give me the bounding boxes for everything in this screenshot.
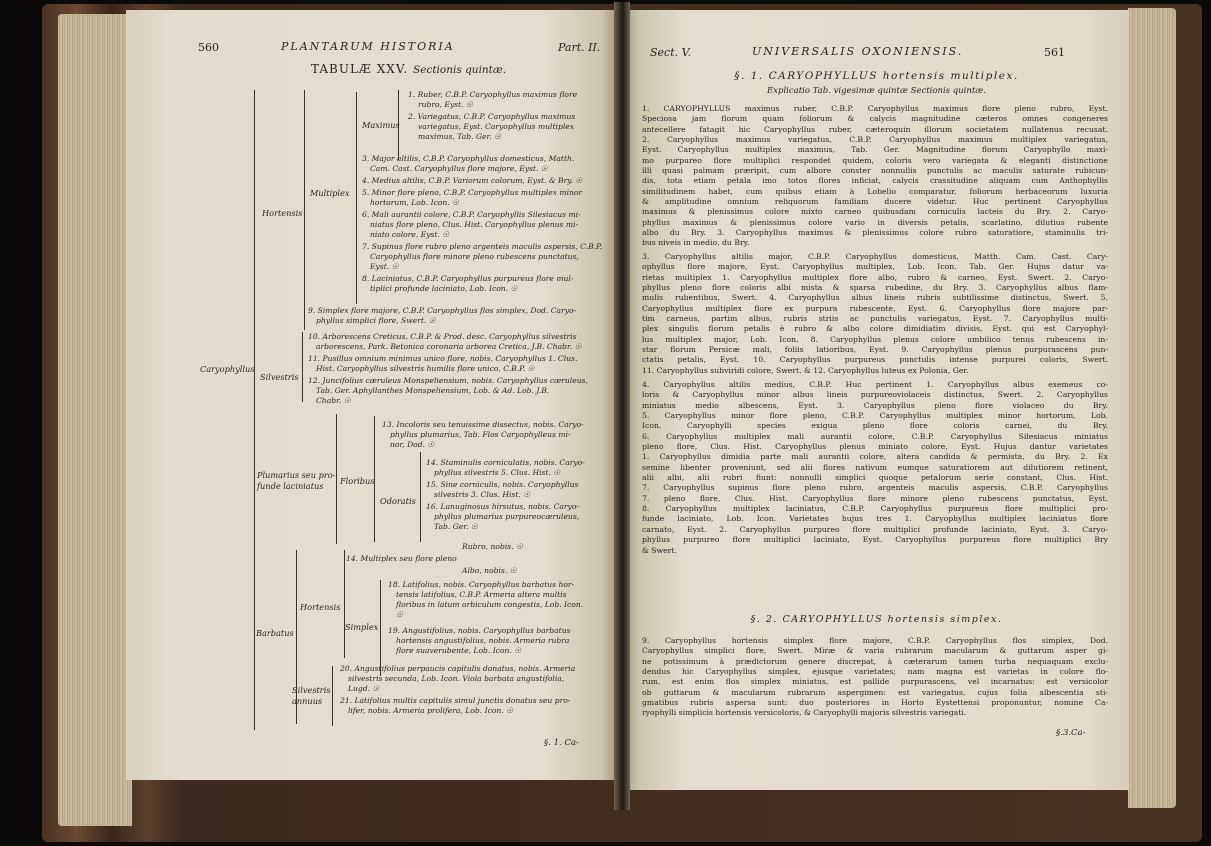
text-line: 7. pleno flore, Clus. Hist. Caryophyllus flore minore pleno rubescens punctatus, Eyst.	[642, 493, 1108, 503]
entry-line: Eyst. ☉	[370, 262, 399, 271]
catchword-right: §.3.Ca-	[1056, 728, 1086, 738]
entry-line: 6. Mali aurantii colore, C.B.P. Caryophyllis Silesiacus mi-	[362, 210, 581, 219]
entry-line: lifer, nobis. Armeria prolifera, Lob. Icon. ☉	[348, 706, 513, 715]
entry-line: 15. Sine corniculis, nobis. Caryophyllus	[426, 480, 579, 489]
entry-line: flore suaverubente, Lob. Icon. ☉	[396, 646, 522, 655]
entry-line: Tab. Ger. Aphyllanthes Monspeliensium, Lob. & Ad. Lob. J.B.	[316, 386, 550, 395]
text-line: 7. Caryophyllus supinus flore pleno rubro, argenteis maculis aspersis, C.B.P. Caryophyllus	[642, 483, 1108, 493]
text-line: 6. Caryophyllus multiplex mali aurantii colore, C.B.P. Caryophyllus Silesiacus miniatus	[642, 431, 1108, 441]
text-line: phyllus pleno flore coloris albi mista & sparsa rubedine, du Bry. 3. Caryophyllus albus flam-	[642, 283, 1108, 293]
entry-line: 18. Latifolius, nobis. Caryophyllus barbatus hor-	[388, 580, 575, 589]
left-fore-edge	[58, 14, 132, 826]
label-silvestris: Silvestris	[260, 372, 299, 382]
label-silvestris-annuus-1: Silvestris	[292, 685, 331, 695]
entry-line: Chabr. ☉	[316, 396, 351, 405]
text-line: rum, est enim flos simplex miniatus, est pallide purpurascens, vel incarnatus: est versicolor	[642, 677, 1108, 687]
right-page	[624, 10, 1129, 790]
brace-genus	[254, 90, 255, 730]
paragraph-1	[642, 104, 1108, 249]
entry-line: arborescens, Park. Betonica coronaria arborea Cretica, J.B. Chabr. ☉	[316, 342, 582, 351]
entry-line: 20. Angustifolius perpaucis capitulis donatus, nobis. Armeria	[340, 664, 576, 673]
entry-line: Caryophyllus flore minore pleno rubescens punctatus,	[370, 252, 579, 261]
paragraph-4	[642, 636, 1108, 719]
brace-simplex	[380, 580, 381, 676]
section-label: Sect. V.	[650, 46, 692, 59]
entry-line: 10. Arborescens Creticus, C.B.P. & Prod. desc. Caryophyllus silvestris	[308, 332, 577, 341]
brace-hortensis	[304, 90, 305, 330]
text-line: 1. CARYOPHYLLUS maximus ruber, C.B.P. Caryophyllus maximus flore pleno rubro, Eyst.	[642, 104, 1108, 113]
entry-line: 13. Incoloris seu tenuissime dissectus, nobis. Caryo-	[382, 420, 584, 429]
text-line: gmatibus rubris aspersa sunt: duo posteriores in Horto Eystettensi proponuntur, nomine Ca-	[642, 698, 1108, 708]
page-number-left: 560	[198, 41, 219, 54]
text-line: 11. Caryophyllus subviridi colore, Swert. & 12. Caryophyllus luteus ex Polonia, Ger.	[642, 365, 969, 375]
entry-line: tensis latifolius, C.B.P. Armeria altera multis	[396, 590, 567, 599]
text-line: ne potissimum à prædictorum genere discrepat, à cæterarum tamen turba nequaquam exclu-	[642, 656, 1108, 666]
entry-line: variegatus, Eyst. Caryophyllus multiplex	[418, 122, 575, 131]
text-line: 8. Caryophyllus multiplex laciniatus, C.B.P. Caryophyllus purpureus flore multiplici pro-	[642, 504, 1108, 514]
entry-line: Hist. Caryophyllus silvestris humilis flore unico, C.B.P. ☉	[316, 364, 535, 373]
entry-line: 4. Medius altilis, C.B.P. Variorum colorum, Eyst. & Bry. ☉	[362, 176, 583, 185]
text-line: alii albi, alii rubri fiunt: nonnulli simplici quoque petalorum serie constant, Clus. Hist.	[642, 473, 1108, 483]
label-hortensis-2: Hortensis	[300, 602, 341, 612]
table-title	[311, 62, 506, 76]
brace-silvestris-annuus	[332, 666, 333, 726]
text-line: ophyllus flore majore, Eyst. Caryophyllus multiplex, Lob. Icon. Tab. Ger. Hujus datur va-	[642, 262, 1108, 272]
text-line: similitudinem habet, cum quibus etiam à Lobelio comparatur, foliorum herbaceorum luxuria	[642, 186, 1108, 196]
text-line: bus niveis in medio, du Bry.	[642, 238, 750, 248]
text-line: maximus & plenissimus colore mixto carneo quibusdam corniculis lacteis du Bry. 2. Caryo-	[642, 207, 1108, 217]
entry-line: hortensis angustifolius, nobis. Armeria rubra	[396, 636, 570, 645]
entry-line: 5. Minor flore pleno, C.B.P. Caryophyllus multiplex minor	[362, 188, 583, 197]
text-line: & Swert.	[642, 545, 677, 555]
entry-line: hortorum, Lob. Icon. ☉	[370, 198, 459, 207]
text-line: Eyst. Caryophyllus multiplex maximus, Tab. Ger. Magnitudine florum Caryophyllo maxi-	[642, 145, 1108, 155]
entry-line: ☉	[396, 610, 403, 619]
table-title-main: TABULÆ XXV.	[311, 62, 409, 76]
entry-line: 14. Staminulis corniculatis, nobis. Caryo-	[426, 458, 585, 467]
text-line: loris & Caryophyllus minor albus lineis purpureoviolaceis distinctus, Swert. 2. Caryophyllus	[642, 390, 1108, 400]
paragraph-3	[642, 380, 1108, 556]
brace-odoratis	[420, 452, 421, 542]
running-head-left: PLANTARUM HISTORIA	[281, 40, 455, 53]
text-line: ryophylli simplicis hortensis versicoloris, & Caryophylli majoris silvestris variegati.	[642, 708, 967, 718]
entry-line: niatus flore pleno, Clus. Hist. Caryophyllus plenus mi-	[370, 220, 579, 229]
text-line: phyllus purpureo flore multiplici laciniato, Eyst. Caryophyllus purpureus flore multiplici Bry	[642, 535, 1108, 545]
label-barbatus: Barbatus	[256, 628, 294, 638]
text-line: semine libenter proveniunt, sed alii flores nativum eumque saturatiorem aut dilutiorem retinent,	[642, 462, 1108, 472]
brace-silvestris	[302, 332, 303, 402]
book-gutter	[614, 2, 630, 810]
text-line: 4. Caryophyllus altilis medius, C.B.P. Huc pertinent 1. Caryophyllus albus exemeus co-	[642, 380, 1108, 389]
label-maximus: Maximus	[362, 120, 400, 130]
text-line: tim carneus, partim albus, rubris striis ac punctulis variegatus, Eyst. 7. Caryophyllus multi-	[642, 314, 1108, 324]
entry-line: Tab. Ger. ☉	[434, 522, 478, 531]
entry-line: phyllus plumarius purpureocæruleus,	[434, 512, 580, 521]
entry-line: phyllus simplici flore, Swert. ☉	[316, 316, 436, 325]
label-simplex: Simplex	[345, 622, 379, 632]
entry-line: phyllus silvestris 5. Clus. Hist. ☉	[434, 468, 561, 477]
entry-line: maximus, Tab. Ger. ☉	[418, 132, 501, 141]
entry-line: floribus in latum orbiculum congestis, Lob. Icon.	[396, 600, 584, 609]
entry-line: Cam. Cast. Caryophyllus flore majore, Eyst. ☉	[370, 164, 548, 173]
entry-line: 9. Simplex flore majore, C.B.P. Caryophyllus flos simplex, Dod. Caryo-	[308, 306, 577, 315]
text-line: carnato, Eyst. 2. Caryophyllus purpureo flore multiplici profunde laciniato, Eyst. 3. Caryo-	[642, 524, 1108, 534]
entry-line: rubro, Eyst. ☉	[418, 100, 473, 109]
section-subheading-1: Explicatio Tab. vigesimæ quintæ Sectionis quintæ.	[767, 86, 986, 96]
label-floribus: Floribus	[340, 476, 375, 486]
entry-line: 12. Juncifolius cæruleus Monspeliensium, nobis. Caryophyllus cæruleus,	[308, 376, 588, 385]
text-line: 1. Caryophyllus dimidia parte mali aurantii colore, altera candida & permista, du Bry. 2. Ex	[642, 452, 1108, 462]
text-line: Speciosa jam florum quam foliorum & calycis magnitudine cæteros omnes congeneres	[642, 114, 1108, 124]
catchword-left: §. 1. Ca-	[544, 738, 579, 748]
text-line: dendus hic Caryophyllus simplex, ejusque varietates; nam magna est varietas in colore flo-	[642, 667, 1108, 677]
entry-line: nor, Dod. ☉	[390, 440, 435, 449]
page-number-right: 561	[1044, 46, 1065, 59]
text-line: phyllus maximus & plenissimus colore vario in diversis petalis, scarlatino, dilutius rubente	[642, 217, 1108, 227]
text-line: dis, tota etiam petala imo totos flores inficiat, calycis crassitudine aliquam cum Anthophyllis	[642, 176, 1108, 186]
label-genus: Caryophyllus	[200, 364, 255, 374]
text-line: funde laciniato, Lob. Icon. Varietates hujus tres 1. Caryophyllus multiplex laciniatus flore	[642, 514, 1108, 524]
label-plumarius-2: funde laciniatus	[257, 481, 324, 491]
label-odoratis: Odoratis	[380, 496, 416, 506]
left-page	[126, 10, 616, 780]
section-heading-1: §. 1. CARYOPHYLLUS hortensis multiplex.	[734, 70, 1019, 82]
paragraph-2	[642, 252, 1108, 376]
entry-line: silvestris secunda, Lob. Icon. Viola barbata angustifolia,	[348, 674, 565, 683]
entry-line: 2. Variegatus, C.B.P. Caryophyllus maximus	[408, 112, 576, 121]
text-line: ob guttarum & macularum rubrarum aspergimen: est variegatus, cujus folia albescentia sti-	[642, 687, 1108, 697]
label-hortensis: Hortensis	[262, 208, 303, 218]
text-line: mulis rubentibus, Swert. 4. Caryophyllus albus lineis rubris subtilissime distinctus, Swert. 5.	[642, 293, 1108, 303]
brace-floribus	[336, 414, 337, 544]
entry-line: 1. Ruber, C.B.P. Caryophyllus maximus flore	[408, 90, 578, 99]
text-line: Icon. Caryophylli species exigua pleno flore coloris carnei, du Bry.	[642, 421, 1108, 431]
entry-line: 3. Major altilis, C.B.P. Caryophyllus domesticus, Matth.	[362, 154, 575, 163]
right-fore-edge	[1128, 8, 1176, 808]
label-multiplex: Multiplex	[310, 188, 350, 198]
entry-line: 8. Laciniatus, C.B.P. Caryophyllus purpureus flore mul-	[362, 274, 574, 283]
text-line: miniatus medio albescens, Eyst. 3. Caryophyllus pleno flore violaceo du Bry.	[642, 400, 1108, 410]
brace-hortensis2	[344, 550, 345, 658]
entry-line: tiplici profunde laciniato, Lob. Icon. ☉	[370, 284, 518, 293]
text-line: illi quasi palmam præripit, cum albore conster nonnullis punctulis ac maculis saturate rubicun-	[642, 166, 1108, 176]
text-line: Caryophyllus simplici flore, Swert. Miræ & varia rubrarum macularum & guttarum asper gi-	[642, 646, 1108, 656]
entry-line: Lugd. ☉	[348, 684, 380, 693]
entry-line: 7. Supinus flore rubro pleno argenteis maculis aspersis, C.B.P.	[362, 242, 603, 251]
text-line: 9. Caryophyllus hortensis simplex flore majore, C.B.P. Caryophyllus flos simplex, Dod.	[642, 636, 1108, 645]
text-line: Caryophyllus multiplex flore ex purpura rubescente, Eyst. 6. Caryophyllus flore majore par-	[642, 303, 1108, 313]
text-line: lus multiplex major, Lob. Icon. 8. Caryophyllus plenus colore umbilico tenus rubescens in-	[642, 334, 1108, 344]
part-label: Part. II.	[558, 41, 601, 54]
section-heading-2: §. 2. CARYOPHYLLUS hortensis simplex.	[750, 614, 1003, 625]
entry-line: silvestris 3. Clus. Hist. ☉	[434, 490, 531, 499]
label-plumarius-1: Plumarius seu pro-	[257, 470, 336, 480]
entry-line: 14. Multiplex seu flore pleno	[346, 554, 457, 563]
entry-line: 16. Lanuginosus hirsutus, nobis. Caryo-	[426, 502, 579, 511]
text-line: & amplitudine omnium reliquorum familiam ducere videtur. Huc pertinent Caryophyllus	[642, 197, 1108, 207]
text-line: star florum Persicæ mali, foliis latioribus, Eyst. 9. Caryophyllus plenus purpurascens pun-	[642, 345, 1108, 355]
text-line: 3. Caryophyllus altilis major, C.B.P. Caryophyllus domesticus, Matth. Cam. Cast. Cary-	[642, 252, 1108, 261]
entry-line: Albo, nobis. ☉	[462, 566, 517, 575]
text-line: 2. Caryophyllus maximus variegatus, C.B.P. Caryophyllus maximus multiplex variegatus,	[642, 135, 1108, 145]
text-line: ctatis petalis, Eyst. 10. Caryophyllus purpureus punctulis intense purpurei coloris, Swert.	[642, 355, 1108, 365]
entry-line: Rubro, nobis. ☉	[462, 542, 523, 551]
text-line: mo purpureo flore multiplici respondet quidem, coloris vero variegata & eleganti distinctione	[642, 155, 1108, 165]
entry-line: 21. Latifolius multis capitulis simul junctis donatus seu pro-	[340, 696, 571, 705]
text-line: albo du Bry. 3. Caryophyllus maximus & plenissimus colore rubro saturatiore, staminulis tri-	[642, 228, 1108, 238]
running-head-right: UNIVERSALIS OXONIENSIS.	[752, 45, 964, 58]
brace-multiplex	[356, 92, 357, 304]
text-line: pleno flore, Clus. Hist. Caryophyllus plenus miniato colore, Eyst. Hujus dantur varietates	[642, 442, 1108, 452]
entry-line: 19. Angustifolius, nobis. Caryophyllus barbatus	[388, 626, 571, 635]
entry-line: niato colore, Eyst. ☉	[370, 230, 450, 239]
text-line: rietas multiplex 1. Caryophyllus multiplex flore albo, rubro & carneo, Eyst. Swert. 2. Caryo-	[642, 272, 1108, 282]
label-silvestris-annuus-2: annuus	[292, 696, 323, 706]
entry-line: 11. Pusillus omnium minimus unico flore, nobis. Caryophyllus 1. Clus.	[308, 354, 578, 363]
entry-line: phyllus plumarius, Tab. Flos Caryophylleus mi-	[390, 430, 571, 439]
text-line: plex singulis florum petalis è rubro & albo colore dimidiatim divisis, Eyst. qui est Caryophyl-	[642, 324, 1108, 334]
text-line: 5. Caryophyllus minor flore pleno, C.B.P. Caryophyllus multiplex minor hortorum, Lob.	[642, 411, 1108, 421]
table-title-sub: Sectionis quintæ.	[413, 64, 507, 76]
text-line: antecellere fatagit hic Caryophyllus ruber, cæteroquin illorum societatem nullatenus recusat.	[642, 124, 1108, 134]
